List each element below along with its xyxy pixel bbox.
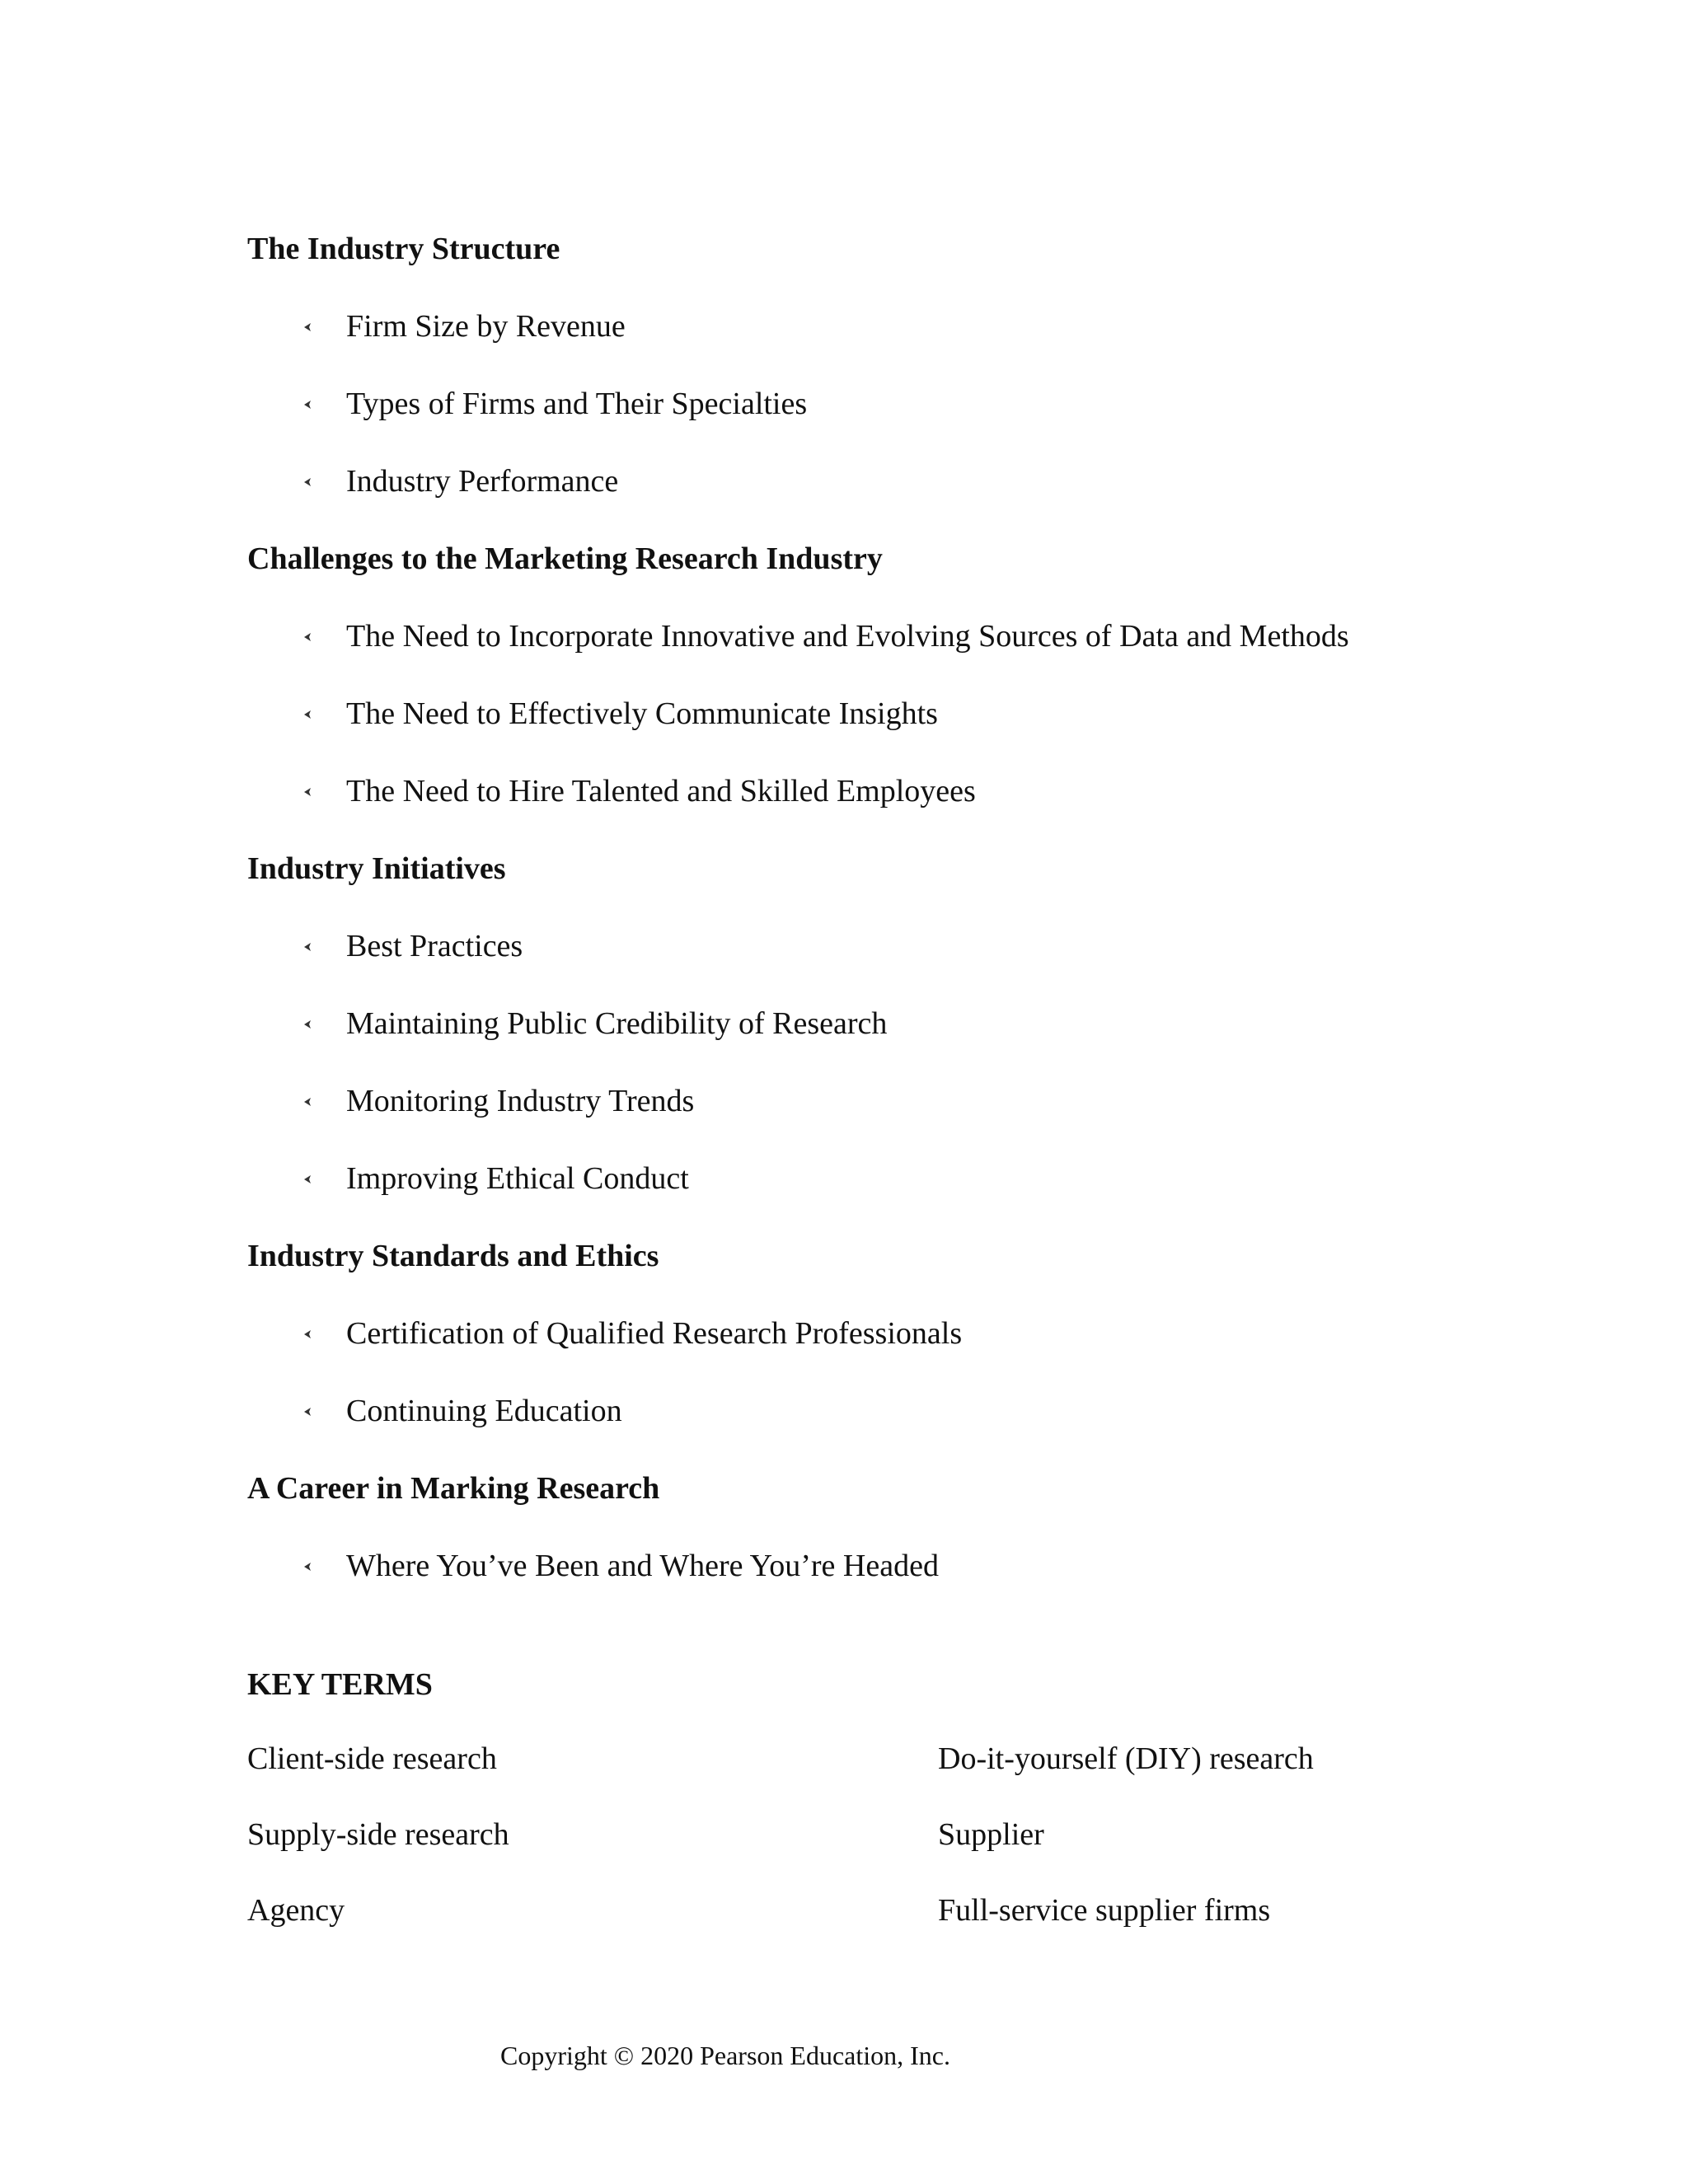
list-item: [247, 1004, 1533, 1043]
arrowhead-bullet-icon: [303, 1391, 320, 1431]
arrowhead-bullet-icon: [303, 694, 320, 733]
key-term: Full-service supplier firms: [938, 1893, 1271, 1928]
key-terms-heading: KEY TERMS: [247, 1667, 433, 1702]
key-term: Supply-side research: [247, 1817, 509, 1852]
arrowhead-bullet-icon: [303, 771, 320, 811]
key-term: Do-it-yourself (DIY) research: [938, 1741, 1314, 1776]
arrowhead-bullet-icon: [303, 926, 320, 966]
list-item: [247, 462, 1533, 501]
copyright-footer: Copyright © 2020 Pearson Education, Inc.: [500, 2041, 950, 2070]
key-term: Agency: [247, 1893, 345, 1928]
arrowhead-bullet-icon: [303, 1159, 320, 1198]
list-item: [247, 1546, 1533, 1586]
list-item-label: The Need to Effectively Communicate Insights: [346, 696, 938, 731]
arrowhead-bullet-icon: [303, 1546, 320, 1586]
list-item-label: The Need to Incorporate Innovative and Evolving Sources of Data and Methods: [346, 619, 1349, 654]
arrowhead-bullet-icon: [303, 1081, 320, 1121]
section-standards-ethics: [247, 1236, 1533, 1431]
section-heading: The Industry Structure: [247, 232, 560, 266]
arrowhead-bullet-icon: [303, 384, 320, 424]
list-item-label: Maintaining Public Credibility of Research: [346, 1006, 888, 1041]
list-item-label: Certification of Qualified Research Professionals: [346, 1316, 963, 1351]
arrowhead-bullet-icon: [303, 1004, 320, 1043]
list-item-label: Continuing Education: [346, 1394, 622, 1428]
list-item-label: Improving Ethical Conduct: [346, 1161, 689, 1196]
section-heading: A Career in Marking Research: [247, 1471, 660, 1506]
list-item-label: Where You’ve Been and Where You’re Headed: [346, 1549, 939, 1583]
list-item: [247, 926, 1533, 966]
arrowhead-bullet-icon: [303, 616, 320, 656]
section-heading: Industry Standards and Ethics: [247, 1239, 659, 1273]
arrowhead-bullet-icon: [303, 1314, 320, 1353]
list-item: [247, 384, 1533, 424]
list-item-label: Firm Size by Revenue: [346, 309, 626, 344]
section-industry-structure: [247, 229, 1533, 501]
list-item: [247, 616, 1533, 656]
list-item-label: Monitoring Industry Trends: [346, 1084, 695, 1118]
section-heading: Industry Initiatives: [247, 851, 506, 886]
list-item-label: Industry Performance: [346, 464, 619, 499]
list-item: [247, 307, 1533, 346]
list-item: [247, 694, 1533, 733]
list-item: [247, 1391, 1533, 1431]
arrowhead-bullet-icon: [303, 462, 320, 501]
arrowhead-bullet-icon: [303, 307, 320, 346]
key-term: Supplier: [938, 1817, 1044, 1852]
list-item: [247, 1314, 1533, 1353]
section-career: [247, 1469, 1533, 1586]
list-item-label: The Need to Hire Talented and Skilled Employees: [346, 774, 976, 808]
list-item-label: Best Practices: [346, 929, 523, 963]
list-item-label: Types of Firms and Their Specialties: [346, 387, 808, 421]
key-term: Client-side research: [247, 1741, 497, 1776]
section-heading: Challenges to the Marketing Research Industry: [247, 541, 883, 576]
list-item: [247, 771, 1533, 811]
list-item: [247, 1081, 1533, 1121]
list-item: [247, 1159, 1533, 1198]
section-initiatives: [247, 849, 1533, 1198]
key-terms-grid: [247, 1739, 1533, 1930]
key-terms-section: [247, 1665, 1533, 1930]
section-challenges: [247, 539, 1533, 811]
outline-sections: [247, 229, 1533, 1624]
